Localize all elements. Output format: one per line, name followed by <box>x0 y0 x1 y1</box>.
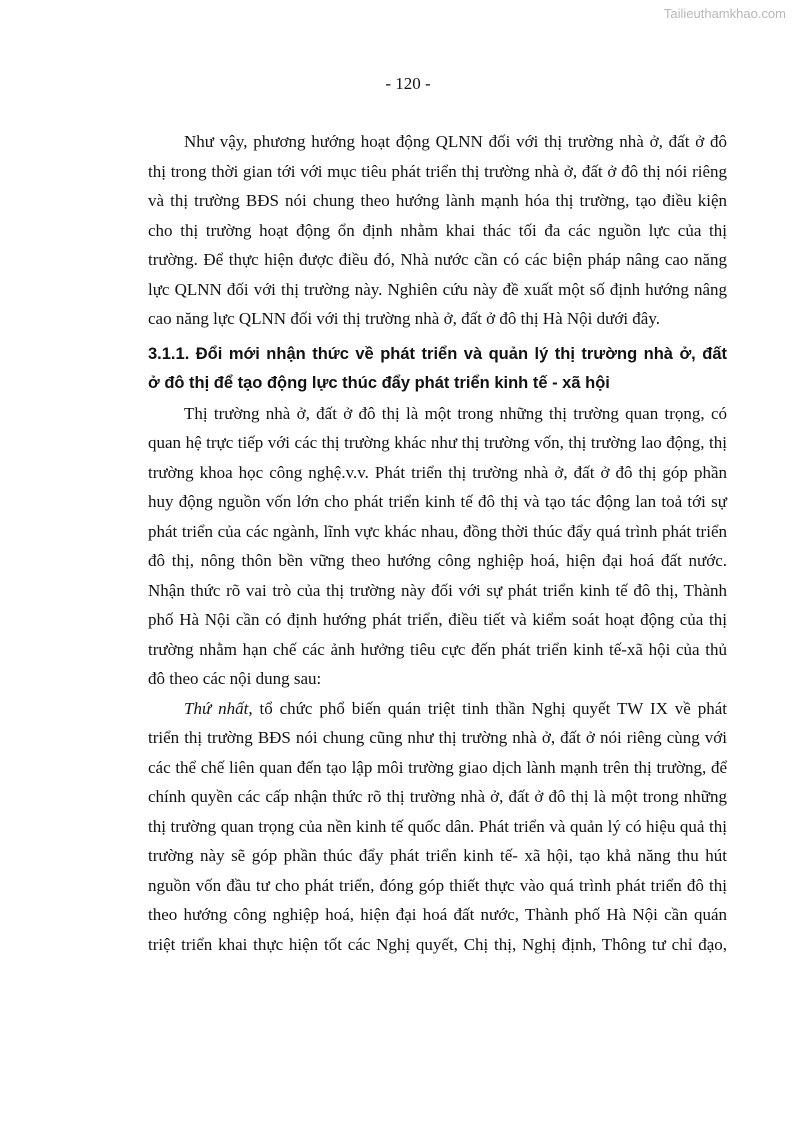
text-line: trường. Để thực hiện được điều đó, Nhà nước cần có các biện pháp nâng cao năng <box>148 250 727 269</box>
text-line: Nhận thức rõ vai trò của thị trường này đối với sự phát triển kinh tế đô thị, Thành <box>148 580 727 600</box>
text-line: các thể chế liên quan đến tạo lập môi trường giao dịch lành mạnh trên thị trường, để <box>148 757 727 777</box>
text-line <box>148 694 727 724</box>
text-line: trường nhằm hạn chế các ảnh hưởng tiêu cực đến phát triển kinh tế-xã hội của thủ <box>148 639 727 659</box>
text-line: trường này sẽ góp phần thúc đẩy phát triển kinh tế- xã hội, tạo khả năng thu hút <box>148 846 727 865</box>
heading-line: 3.1.1. Đổi mới nhận thức về phát triển và quản lý thị trường nhà ở, đất <box>148 344 727 363</box>
text-line: Như vậy, phương hướng hoạt động QLNN đối với thị trường nhà ở, đất ở đô <box>184 132 727 151</box>
text-line: huy động nguồn vốn lớn cho phát triển kinh tế đô thị và tạo tác động lan toả tới sự <box>148 492 727 511</box>
page-number: - 120 - <box>385 74 431 93</box>
text-line: triệt triển khai thực hiện tốt các Nghị quyết, Chị thị, Nghị định, Thông tư chỉ đạo, <box>148 934 727 954</box>
text-line: trường khoa học công nghệ.v.v. Phát triển thị trường nhà ở, đất ở đô thị góp phần <box>148 462 727 482</box>
paragraph-1 <box>148 127 727 334</box>
lead-italic: Thứ nhất, <box>184 698 253 718</box>
text-line: cho thị trường hoạt động ổn định nhằm khai thác tối đa các nguồn lực của thị <box>148 220 727 240</box>
text-line: và thị trường BĐS nói chung theo hướng lành mạnh hóa thị trường, tạo điều kiện <box>148 191 727 210</box>
text-line: nguồn vốn đầu tư cho phát triển, đóng góp thiết thực vào quá trình phát triển đô thị <box>148 875 727 895</box>
text-line: thị trường quan trọng của nền kinh tế quốc dân. Phát triển và quản lý có hiệu quả thị <box>148 816 727 836</box>
text-run: tổ chức phổ biến quán triệt tinh thần Nghị quyết TW IX về phát <box>259 698 727 718</box>
text-line: đô thị, nông thôn bền vững theo hướng công nghiệp hoá, hiện đại hoá đất nước. <box>148 551 727 570</box>
watermark: Tailieuthamkhao.com <box>663 6 786 21</box>
document-body <box>148 127 727 959</box>
paragraph-3 <box>148 694 727 960</box>
text-line: phát triển của các ngành, lĩnh vực khác nhau, đồng thời thúc đẩy quá trình phát triển <box>148 521 727 541</box>
text-line: phố Hà Nội cần có định hướng phát triển, điều tiết và kiểm soát hoạt động của thị <box>148 610 727 629</box>
text-line: chính quyền các cấp nhận thức rõ thị trường nhà ở, đất ở đô thị là một trong những <box>148 787 727 806</box>
text-line: thị trong thời gian tới với mục tiêu phát triển thị trường nhà ở, đất ở đô thị nói riêng <box>148 161 727 181</box>
text-line: quan hệ trực tiếp với các thị trường khác như thị trường vốn, thị trường lao động, thị <box>148 433 727 452</box>
text-line: theo hướng công nghiệp hoá, hiện đại hoá đất nước, Thành phố Hà Nội cần quán <box>148 905 727 924</box>
text-line: triển thị trường BĐS nói chung cũng như thị trường nhà ở, đất ở nói riêng cùng với <box>148 728 727 747</box>
text-line: đô theo các nội dung sau: <box>148 669 322 688</box>
text-line: lực QLNN đối với thị trường này. Nghiên cứu này đề xuất một số định hướng nâng <box>148 279 727 299</box>
text-line: Thị trường nhà ở, đất ở đô thị là một trong những thị trường quan trọng, có <box>184 403 727 423</box>
section-heading <box>148 340 727 399</box>
text-line: cao năng lực QLNN đối với thị trường nhà ở, đất ở đô thị Hà Nội dưới đây. <box>148 309 660 328</box>
heading-line: ở đô thị để tạo động lực thúc đẩy phát triển kinh tế - xã hội <box>148 374 610 392</box>
paragraph-2 <box>148 399 727 694</box>
